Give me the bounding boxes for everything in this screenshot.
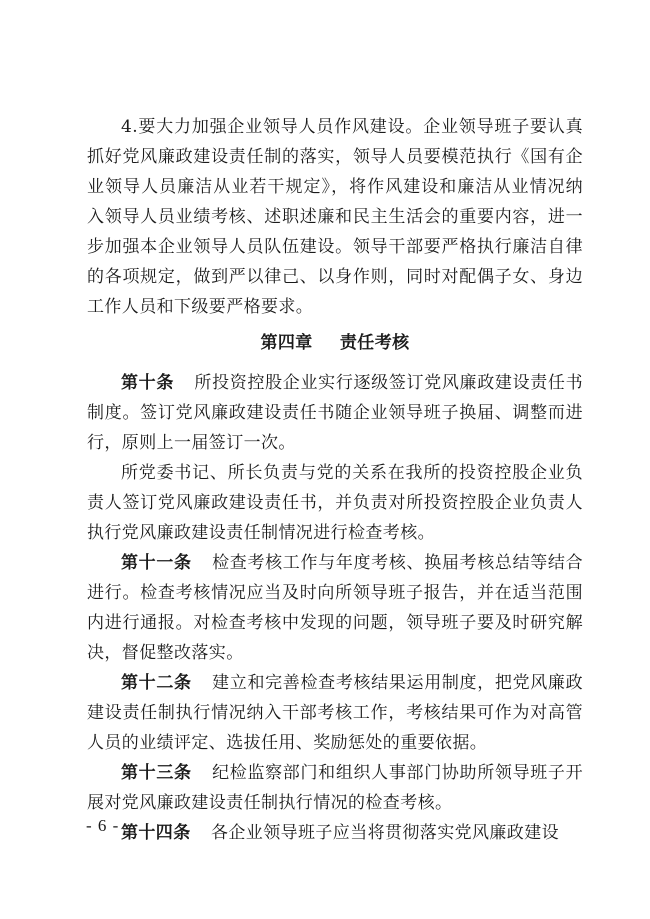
article-label: 第十四条: [121, 823, 191, 843]
page-number: - 6 -: [86, 816, 120, 835]
article-12: [87, 668, 583, 758]
article-text: 建立和完善检查考核结果运用制度，把党风廉政建设责任制执行情况纳入干部考核工作，考核结果可作为对高管人员的业绩评定、选拔任用、奖励惩处的重要依据。: [87, 673, 583, 753]
chapter-number: 第四章: [260, 333, 313, 353]
article-10: [87, 368, 583, 458]
document-body: [87, 112, 583, 848]
article-14: [87, 818, 583, 848]
article-label: 第十二条: [121, 673, 192, 693]
chapter-title: 责任考核: [339, 333, 410, 353]
intro-paragraph: 4.要大力加强企业领导人员作风建设。企业领导班子要认真抓好党风廉政建设责任制的落实，领导人员要模范执行《国有企业领导人员廉洁从业若干规定》，将作风建设和廉洁从业情况纳入领导人员业绩考核、述职述廉和民主生活会的重要内容，进一步加强本企业领导人员队伍建设。领导干部要严格执行廉洁自律的各项规定，做到严以律己、以身作则，同时对配偶子女、身边工作人员和下级要严格要求。: [87, 117, 583, 317]
article-text: 所投资控股企业实行逐级签订党风廉政建设责任书制度。签订党风廉政建设责任书随企业领导班子换届、调整而进行，原则上一届签订一次。: [87, 373, 583, 453]
article-text: 各企业领导班子应当将贯彻落实党风廉政建设: [211, 823, 559, 843]
article-label: 第十条: [121, 373, 175, 393]
article-text: 所党委书记、所长负责与党的关系在我所的投资控股企业负责人签订党风廉政建设责任书，并负责对所投资控股企业负责人执行党风廉政建设责任制情况进行检查考核。: [87, 463, 583, 543]
article-text: 纪检监察部门和组织人事部门协助所领导班子开展对党风廉政建设责任制执行情况的检查考核。: [87, 763, 583, 813]
article-11: [87, 548, 583, 668]
chapter-heading: [87, 328, 583, 358]
article-13: [87, 758, 583, 818]
article-10-continuation: [87, 458, 583, 548]
article-label: 第十三条: [121, 763, 192, 783]
article-label: 第十一条: [121, 553, 192, 573]
article-text: 检查考核工作与年度考核、换届考核总结等结合进行。检查考核情况应当及时向所领导班子报告，并在适当范围内进行通报。对检查考核中发现的问题，领导班子要及时研究解决，督促整改落实。: [87, 553, 583, 663]
